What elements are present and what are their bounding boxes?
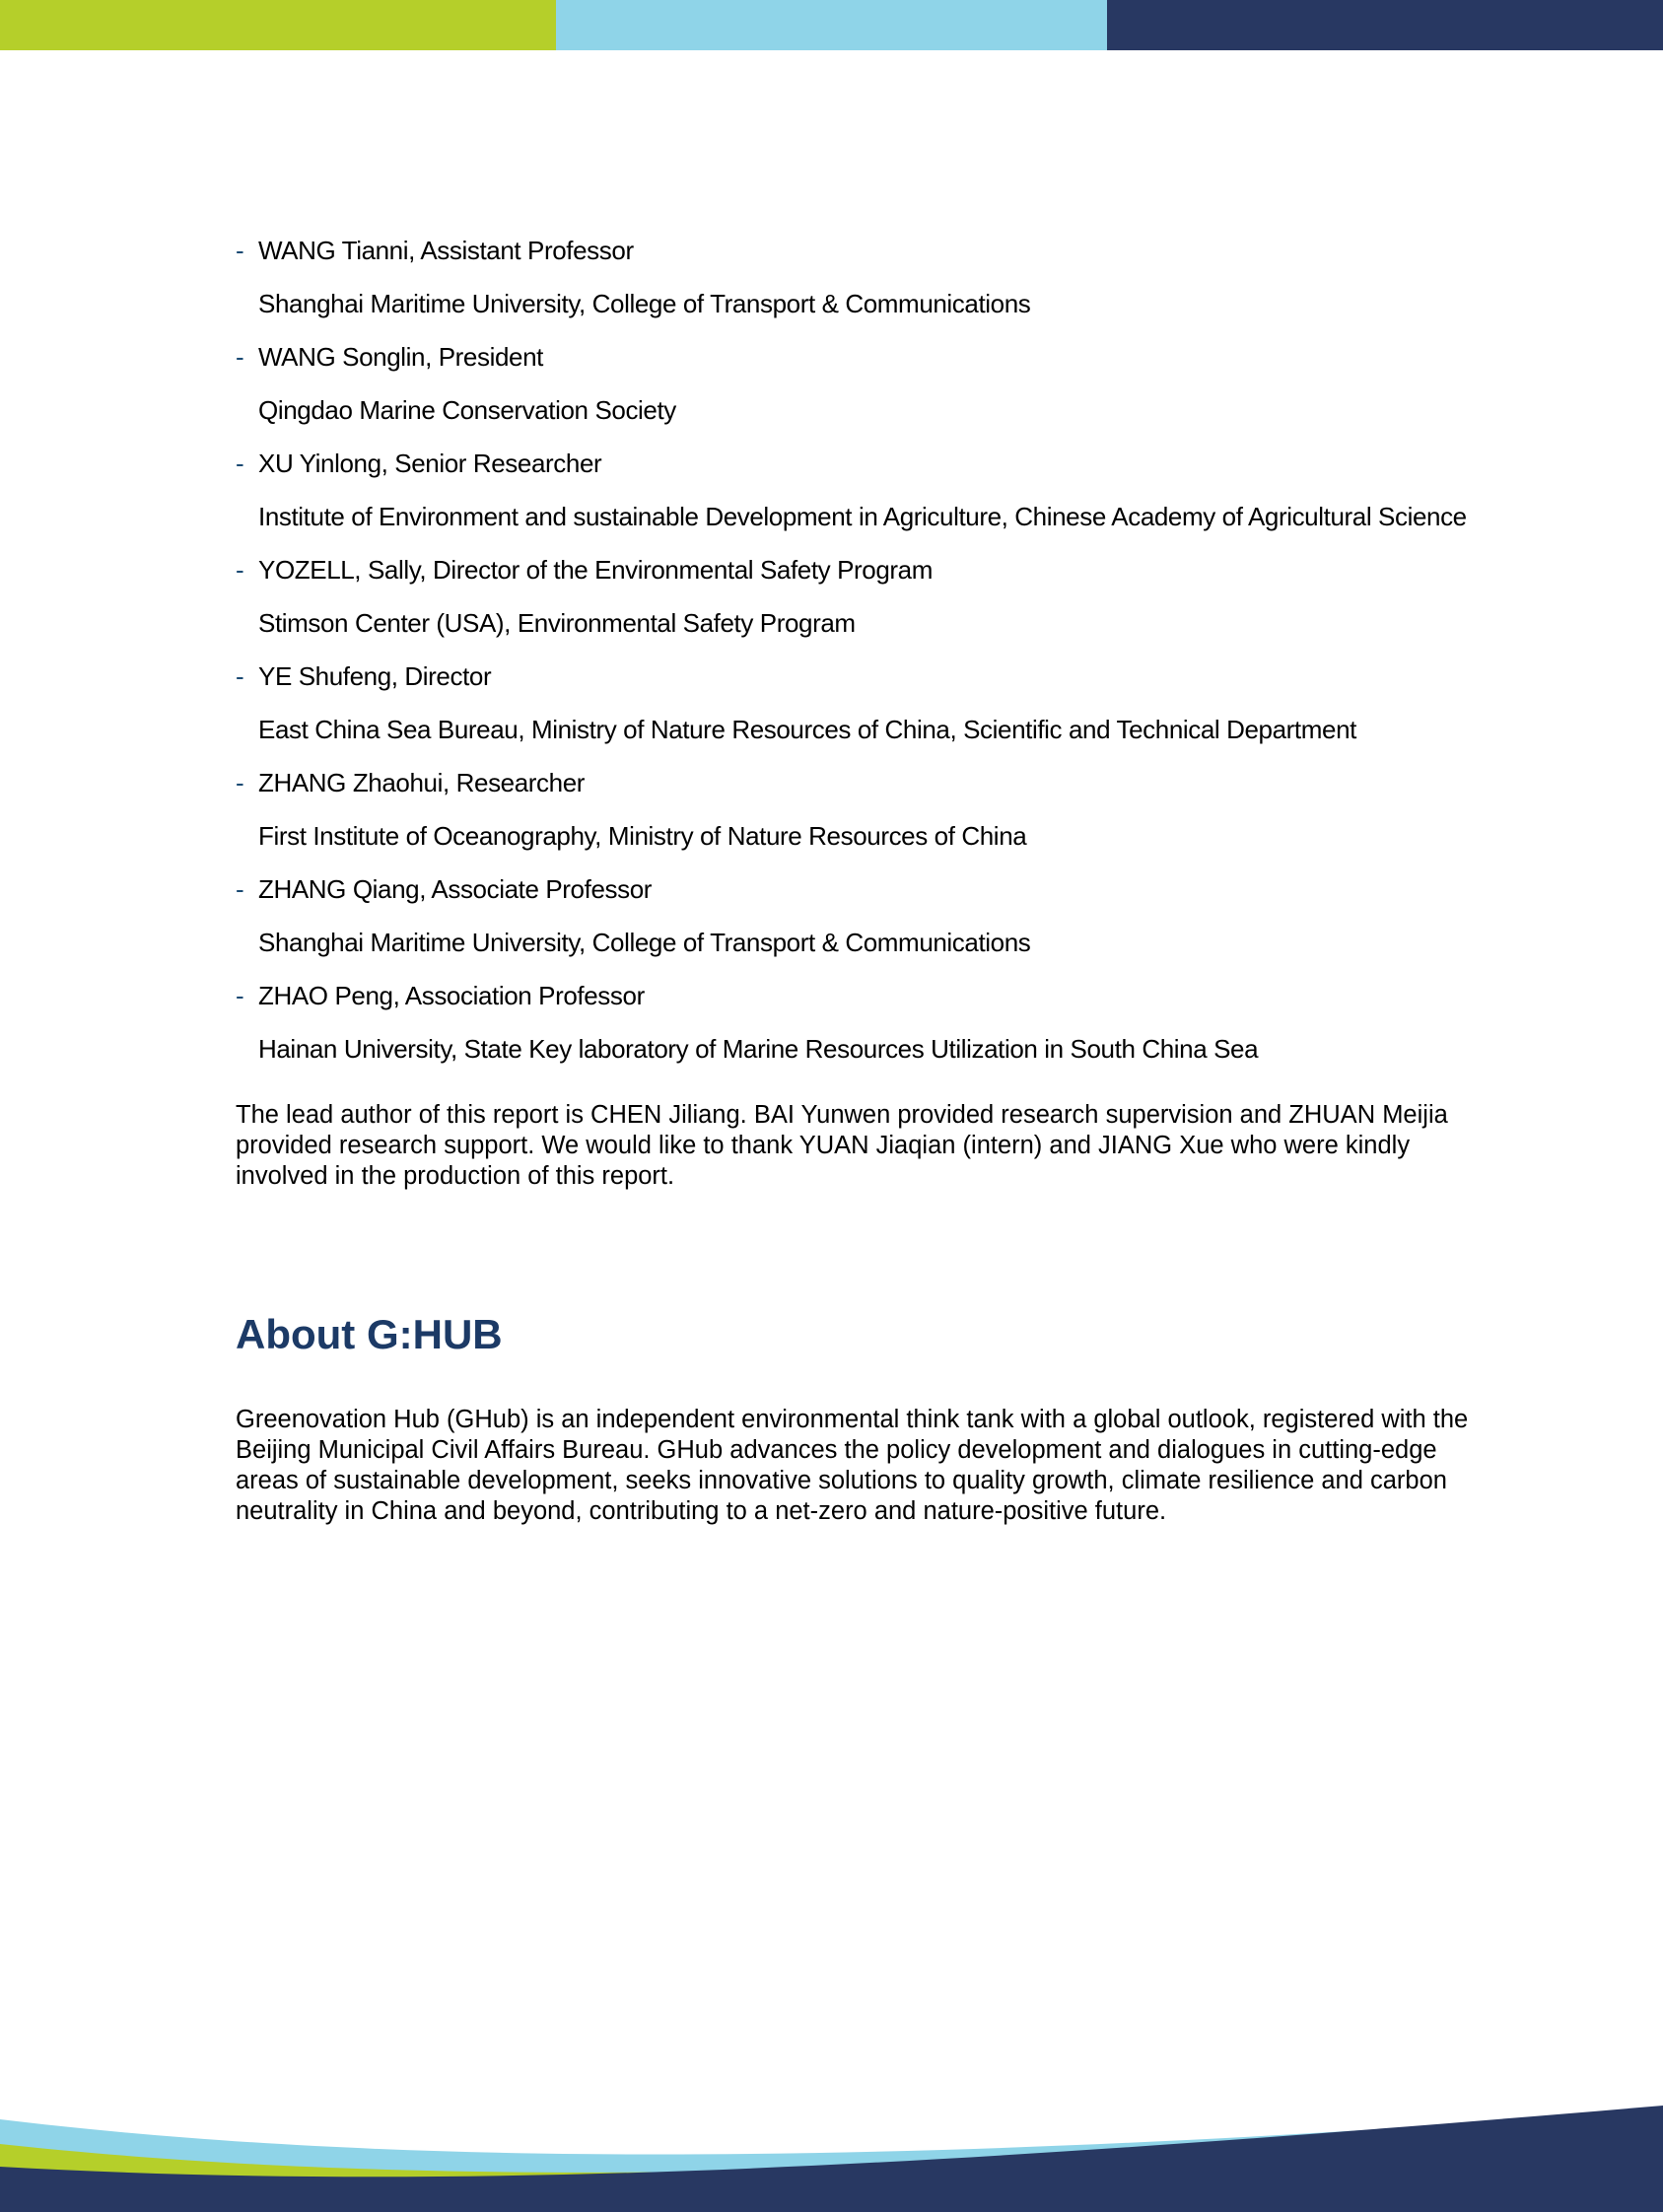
contributor-name-line xyxy=(236,982,1507,1035)
contributor-item xyxy=(236,556,1507,662)
about-paragraph: Greenovation Hub (GHub) is an independent environmental think tank with a global outlook, registered with the Beijing Municipal Civil Affairs Bureau. GHub advances the policy development and dialogues in cutting-edge areas of sustainable development, seeks innovative solutions to quality growth, climate resilience and carbon neutrality in China and beyond, contributing to a net-zero and nature-positive future. xyxy=(236,1406,1469,1525)
contributor-affiliation-line xyxy=(236,1035,1507,1088)
contributor-name: ZHAO Peng, Association Professor xyxy=(258,981,645,1010)
contributor-name-line xyxy=(236,662,1507,716)
contributor-item xyxy=(236,982,1507,1088)
bullet-dash: - xyxy=(236,661,244,691)
contributor-affiliation-line xyxy=(236,396,1507,449)
contributor-affiliation: Institute of Environment and sustainable Development in Agriculture, Chinese Academy of Agricultural Science xyxy=(258,502,1467,531)
contributor-item xyxy=(236,343,1507,449)
contributor-name-line xyxy=(236,769,1507,822)
contributor-name: WANG Songlin, President xyxy=(258,342,543,372)
bullet-dash: - xyxy=(236,449,244,478)
contributor-item xyxy=(236,769,1507,875)
contributor-name-line xyxy=(236,343,1507,396)
top-bar-blue-segment xyxy=(556,0,1107,50)
contributor-name: ZHANG Qiang, Associate Professor xyxy=(258,874,653,904)
contributor-name-line xyxy=(236,237,1507,290)
contributor-affiliation: Shanghai Maritime University, College of Transport & Communications xyxy=(258,289,1031,318)
top-color-bar xyxy=(0,0,1663,50)
top-bar-navy-segment xyxy=(1107,0,1663,50)
contributor-name: WANG Tianni, Assistant Professor xyxy=(258,236,634,265)
contributor-item xyxy=(236,875,1507,982)
contributor-name-line xyxy=(236,875,1507,929)
top-bar-green-segment xyxy=(0,0,556,50)
contributor-item xyxy=(236,237,1507,343)
contributor-item xyxy=(236,449,1507,556)
contributor-affiliation: First Institute of Oceanography, Ministry of Nature Resources of China xyxy=(258,821,1027,851)
contributor-affiliation-line xyxy=(236,503,1507,556)
bullet-dash: - xyxy=(236,342,244,372)
contributor-affiliation-line xyxy=(236,609,1507,662)
contributor-name: YOZELL, Sally, Director of the Environmental Safety Program xyxy=(258,555,933,585)
bullet-dash: - xyxy=(236,874,244,904)
contributor-affiliation: East China Sea Bureau, Ministry of Nature Resources of China, Scientific and Technical Department xyxy=(258,715,1356,744)
contributor-name-line xyxy=(236,556,1507,609)
contributor-affiliation-line xyxy=(236,716,1507,769)
about-heading: About G:HUB xyxy=(236,1311,503,1357)
contributor-name-line xyxy=(236,449,1507,503)
bullet-dash: - xyxy=(236,768,244,797)
contributor-name: ZHANG Zhaohui, Researcher xyxy=(258,768,586,797)
bullet-dash: - xyxy=(236,981,244,1010)
contributor-affiliation-line xyxy=(236,822,1507,875)
contributor-list xyxy=(236,237,1507,1088)
bullet-dash: - xyxy=(236,236,244,265)
contributor-affiliation: Stimson Center (USA), Environmental Safety Program xyxy=(258,608,856,638)
contributor-affiliation-line xyxy=(236,290,1507,343)
acknowledgement-paragraph: The lead author of this report is CHEN Jiliang. BAI Yunwen provided research supervision and ZHUAN Meijia provided research support. We would like to thank YUAN Jiaqian (intern) and JIANG Xue who were kindly involved in the production of this report. xyxy=(236,1101,1448,1190)
page-content xyxy=(236,237,1507,1527)
footer-wave-decoration xyxy=(0,2090,1663,2212)
contributor-item xyxy=(236,662,1507,769)
bullet-dash: - xyxy=(236,555,244,585)
contributor-affiliation-line xyxy=(236,929,1507,982)
contributor-affiliation: Shanghai Maritime University, College of Transport & Communications xyxy=(258,928,1031,957)
contributor-affiliation: Hainan University, State Key laboratory of Marine Resources Utilization in South China Sea xyxy=(258,1034,1259,1064)
contributor-affiliation: Qingdao Marine Conservation Society xyxy=(258,395,676,425)
contributor-name: YE Shufeng, Director xyxy=(258,661,492,691)
contributor-name: XU Yinlong, Senior Researcher xyxy=(258,449,602,478)
